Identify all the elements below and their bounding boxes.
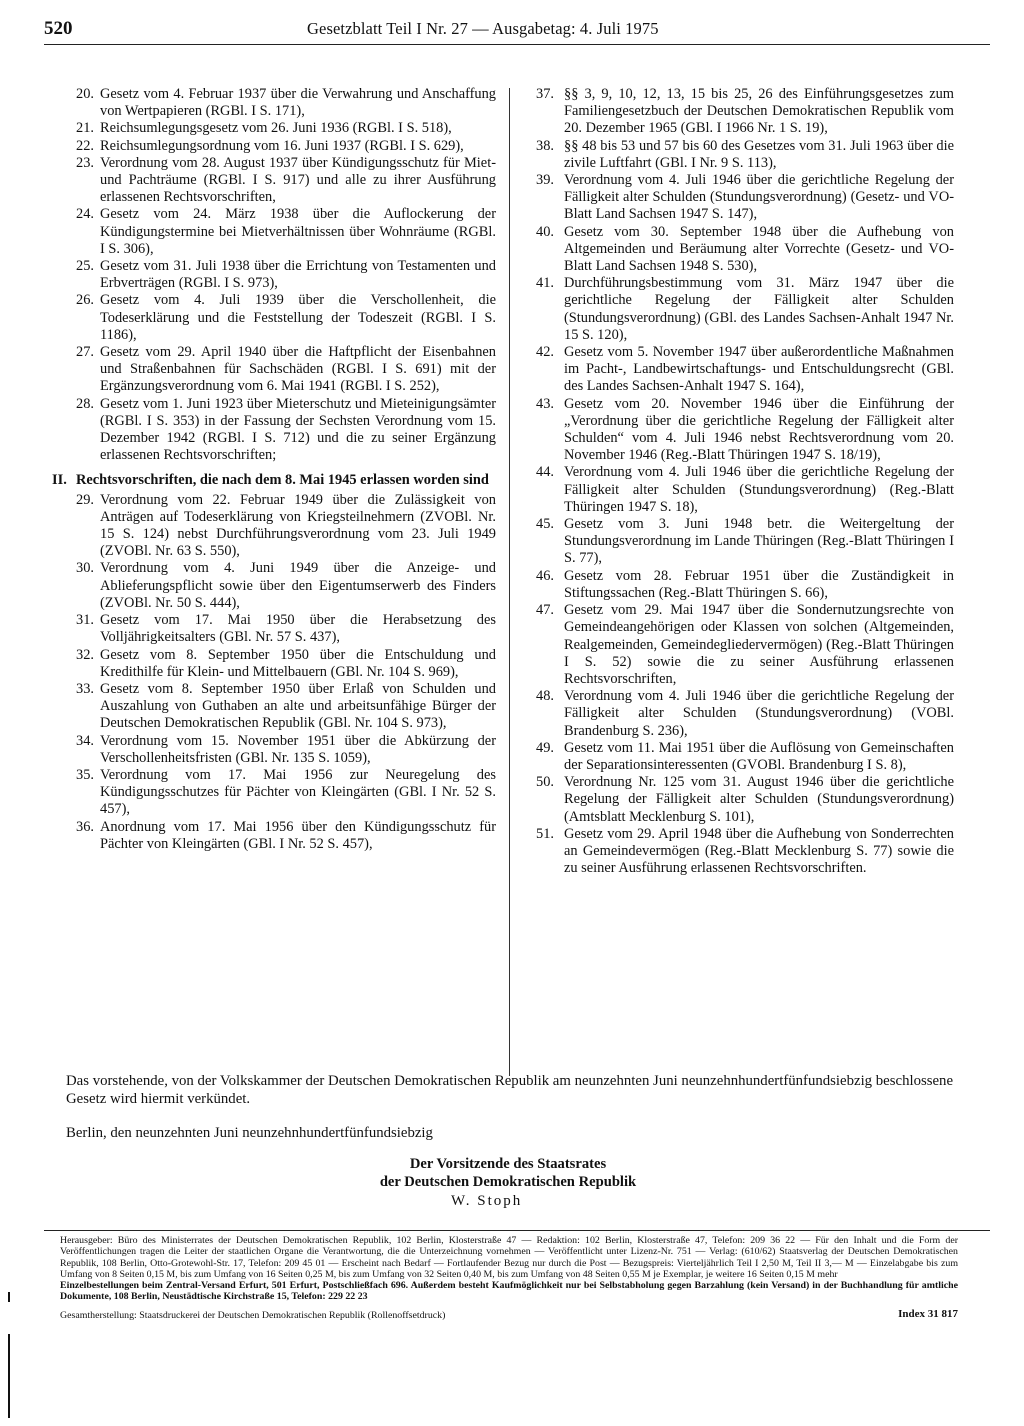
- item-number: 34.: [76, 732, 94, 749]
- item-text: Gesetz vom 8. September 1950 über Erlaß von Schulden und Auszahlung von Guthaben an alte und arbeitsunfähige Bürger der Deutschen Demokratischen Republik (GBl. Nr. 104 S. 973),: [100, 680, 496, 732]
- left-items-group-1: [52, 86, 496, 464]
- list-item: [524, 602, 954, 688]
- list-item: [52, 138, 496, 155]
- item-number: 40.: [536, 223, 554, 240]
- item-text: Verordnung vom 28. August 1937 über Kündigungsschutz für Miet- und Pachträume (RGBl. I S. 917) und alle zu ihrer Ausführung erlassenen Rechtsvorschriften,: [100, 154, 496, 206]
- list-item: [52, 206, 496, 258]
- item-number: 45.: [536, 516, 554, 533]
- list-item: [52, 344, 496, 396]
- list-item: [524, 275, 954, 344]
- list-item: [524, 688, 954, 740]
- item-number: 41.: [536, 275, 554, 292]
- item-number: 20.: [76, 86, 94, 102]
- signature-title-line-2: der Deutschen Demokratischen Republik: [379, 1174, 637, 1190]
- item-number: 22.: [76, 137, 94, 154]
- item-number: 32.: [76, 646, 94, 663]
- list-item: [524, 826, 954, 878]
- list-item: [524, 224, 954, 276]
- margin-mark: [8, 1334, 10, 1418]
- item-text: Gesetz vom 31. Juli 1938 über die Errichtung von Testamenten und Erbverträgen (RGBl. I S. 973),: [100, 258, 496, 292]
- item-text: Verordnung vom 4. Juli 1946 über die gerichtliche Regelung der Fälligkeit alter Schulden (Stundungsverordnung) (VOBl. Brandenburg S. 236),: [564, 688, 954, 739]
- imprint-orders-text: Einzelbestellungen beim Zentral-Versand Erfurt, 501 Erfurt, Postschließfach 696. Außerdem besteht Kaufmöglichkeit nur bei Selbstabholung gegen Barzahlung (kein Versand) in der Buchhandlung für amtliche Dokumente, 108 Berlin, Neustädtische Kirchstraße 15, Telefon: 229 22 23: [60, 1280, 958, 1303]
- item-text: Verordnung vom 4. Juli 1946 über die gerichtliche Regelung der Fälligkeit alter Schulden (Stundungsverordnung) (Gesetz- und VO-Blatt Land Sachsen 1947 S. 147),: [564, 172, 954, 223]
- index-number: Index 31 817: [898, 1308, 958, 1320]
- list-item: [52, 292, 496, 344]
- item-number: 27.: [76, 344, 94, 361]
- item-number: 21.: [76, 120, 94, 137]
- item-number: 49.: [536, 739, 554, 756]
- item-text: Gesetz vom 4. Februar 1937 über die Verwahrung und Anschaffung von Wertpapieren (RGBl. I S. 171),: [100, 86, 496, 120]
- item-text: Gesetz vom 11. Mai 1951 über die Auflösung von Gemeinschaften der Separationsinteressenten (GVOBl. Brandenburg I S. 8),: [564, 739, 954, 773]
- item-number: 24.: [76, 206, 94, 223]
- list-item: [52, 560, 496, 612]
- item-text: Reichsumlegungsordnung vom 16. Juni 1937 (RGBl. I S. 629),: [100, 137, 464, 154]
- item-number: 44.: [536, 464, 554, 481]
- running-head: Gesetzblatt Teil I Nr. 27 — Ausgabetag: 4. Juli 1975: [307, 19, 659, 38]
- place-date: Berlin, den neunzehnten Juni neunzehnhundertfünfundsiebzig: [66, 1125, 433, 1141]
- item-number: 36.: [76, 818, 94, 835]
- item-number: 46.: [536, 567, 554, 584]
- left-items-group-2: [52, 492, 496, 853]
- imprint-printer: Gesamtherstellung: Staatsdruckerei der Deutschen Demokratischen Republik (Rollenoffsetdruck): [60, 1310, 446, 1321]
- item-number: 29.: [76, 491, 94, 508]
- item-text: Verordnung vom 15. November 1951 über die Abkürzung der Verschollenheitsfristen (GBl. Nr. 135 S. 1059),: [100, 732, 496, 766]
- left-column: [52, 86, 496, 853]
- list-item: [524, 396, 954, 465]
- signature-title-line-1: Der Vorsitzende des Staatsrates: [409, 1156, 607, 1172]
- item-text: Verordnung vom 4. Juni 1949 über die Anzeige- und Ablieferungspflicht sowie über den Eigentumserwerb des Finders (ZVOBl. Nr. 50 S. 444),: [100, 560, 496, 611]
- item-number: 51.: [536, 825, 554, 842]
- list-item: [52, 767, 496, 819]
- proclamation-text: Das vorstehende, von der Volkskammer der Deutschen Demokratischen Republik am neunzehnten Juni neunzehnhundertfünfundsiebzig beschlossene Gesetz wird hiermit verkündet.: [66, 1073, 954, 1107]
- list-item: [524, 740, 954, 774]
- imprint-rule: [44, 1230, 990, 1231]
- section-heading-number: II.: [52, 472, 67, 489]
- list-item: [52, 396, 496, 465]
- list-item: [524, 86, 954, 138]
- list-item: [52, 733, 496, 767]
- item-text: Gesetz vom 3. Juni 1948 betr. die Weitergeltung der Stundungsverordnung im Lande Thüringen (Reg.-Blatt Thüringen I S. 77),: [564, 516, 954, 567]
- item-text: Verordnung vom 4. Juli 1946 über die gerichtliche Regelung der Fälligkeit alter Schulden (Stundungsverordnung) (Reg.-Blatt Thüringen 1947 S. 18),: [564, 464, 954, 515]
- item-text: Verordnung vom 22. Februar 1949 über die Zulässigkeit von Anträgen auf Todeserklärung von Kriegsteilnehmern (ZVOBl. Nr. 15 S. 124) nebst Durchführungsverordnung vom 23. Juli 1949 (ZVOBl. Nr. 63 S. 550),: [100, 491, 496, 560]
- item-number: 28.: [76, 395, 94, 412]
- item-text: Gesetz vom 24. März 1938 über die Auflockerung der Kündigungstermine bei Mietverhältnissen über Wohnräume (RGBl. I S. 306),: [100, 206, 496, 257]
- header-rule: [44, 44, 990, 45]
- item-number: 23.: [76, 154, 94, 171]
- item-text: Verordnung Nr. 125 vom 31. August 1946 über die gerichtliche Regelung der Fälligkeit alter Schulden (Stundungsverordnung) (Amtsblatt Mecklenburg S. 101),: [564, 774, 954, 825]
- item-number: 37.: [536, 86, 554, 102]
- item-number: 33.: [76, 680, 94, 697]
- page-number: 520: [44, 18, 73, 39]
- column-divider: [509, 88, 510, 1076]
- item-number: 31.: [76, 612, 94, 629]
- item-text: Anordnung vom 17. Mai 1956 über den Kündigungsschutz für Pächter von Kleingärten (GBl. I Nr. 52 S. 457),: [100, 818, 496, 852]
- list-item: [52, 258, 496, 292]
- list-item: [52, 681, 496, 733]
- item-number: 26.: [76, 292, 94, 309]
- page-header: [44, 18, 989, 50]
- list-item: [524, 172, 954, 224]
- item-number: 25.: [76, 258, 94, 275]
- item-text: Gesetz vom 4. Juli 1939 über die Verschollenheit, die Todeserklärung und die Feststellung der Todeszeit (RGBl. I S. 1186),: [100, 292, 496, 343]
- item-text: Gesetz vom 17. Mai 1950 über die Herabsetzung des Volljährigkeitsalters (GBl. Nr. 57 S. 437),: [100, 612, 496, 646]
- list-item: [524, 774, 954, 826]
- signer-name: W. Stoph: [451, 1193, 523, 1209]
- list-item: [52, 819, 496, 853]
- item-number: 48.: [536, 688, 554, 705]
- item-text: Gesetz vom 5. November 1947 über außerordentliche Maßnahmen im Pacht-, Landbewirtschaftungs- und Entschuldungsrecht (GBl. des Landes Sachsen-Anhalt 1947 S. 164),: [564, 344, 954, 395]
- item-number: 38.: [536, 137, 554, 154]
- item-text: Durchführungsbestimmung vom 31. März 1947 über die gerichtliche Regelung der Fälligkeit alter Schulden (Stundungsverordnung) (GBl. des Landes Sachsen-Anhalt 1947 Nr. 15 S. 120),: [564, 275, 954, 343]
- item-text: Gesetz vom 29. April 1948 über die Aufhebung von Sonderrechten an Gemeindevermögen (Reg.-Blatt Mecklenburg S. 77) sowie die zu seiner Ausführung erlassenen Rechtsvorschriften.: [564, 825, 954, 877]
- section-heading: [52, 472, 496, 489]
- item-number: 42.: [536, 344, 554, 361]
- list-item: [524, 138, 954, 172]
- imprint-block: [60, 1235, 958, 1303]
- list-item: [524, 344, 954, 396]
- item-number: 30.: [76, 560, 94, 577]
- item-text: Gesetz vom 1. Juni 1923 über Mieterschutz und Mieteinigungsämter (RGBl. I S. 353) in der Fassung der Sechsten Verordnung vom 15. Dezember 1942 (RGBl. I S. 712) und die zu seiner Ergänzung erlassenen Rechtsvorschriften;: [100, 395, 496, 464]
- list-item: [524, 464, 954, 516]
- right-column: [524, 86, 954, 877]
- item-text: Gesetz vom 8. September 1950 über die Entschuldung und Kredithilfe für Klein- und Mittelbauern (GBl. Nr. 104 S. 969),: [100, 646, 496, 680]
- item-text: Gesetz vom 30. September 1948 über die Aufhebung von Altgemeinden und Beräumung alter Vorrechte (Gesetz- und VO-Blatt Land Sachsen 1948 S. 530),: [564, 223, 954, 275]
- list-item: [52, 612, 496, 646]
- item-text: Gesetz vom 29. April 1940 über die Haftpflicht der Eisenbahnen und Straßenbahnen für Sachschäden (RGBl. I S. 691) mit der Ergänzungsverordnung vom 6. Mai 1941 (RGBl. I S. 252),: [100, 344, 496, 395]
- margin-mark: [8, 1292, 10, 1302]
- item-text: Reichsumlegungsgesetz vom 26. Juni 1936 (RGBl. I S. 518),: [100, 120, 452, 137]
- item-text: Gesetz vom 28. Februar 1951 über die Zuständigkeit in Stiftungssachen (Reg.-Blatt Thüringen S. 66),: [564, 567, 954, 601]
- item-number: 35.: [76, 766, 94, 783]
- imprint-publisher-text: Herausgeber: Büro des Ministerrates der Deutschen Demokratischen Republik, 102 Berlin, Klosterstraße 47 — Redaktion: 102 Berlin, Klosterstraße 47, Telefon: 209 36 22 — Für den Inhalt und die Form der Veröffentlichungen tragen die Leiter der staatlichen Organe die Verantwortung, die die Unterzeichnung vornehmen — Veröffentlicht unter Lizenz-Nr. 751 — Verlag: (610/62) Staatsverlag der Deutschen Demokratischen Republik, 108 Berlin, Otto-Grotewohl-Str. 17, Telefon: 209 45 01 — Erscheint nach Bedarf — Fortlaufender Bezug nur durch die Post — Bezugspreis: Vierteljährlich Teil I 2,50 M, Teil II 3,— M — Einzelabgabe bis zum Umfang von 8 Seiten 0,15 M, bis zum Umfang von 16 Seiten 0,25 M, bis zum Umfang von 32 Seiten 0,40 M, bis zum Umfang von 48 Seiten 0,55 M je Exemplar, je weitere 16 Seiten 0,15 M mehr: [60, 1235, 958, 1280]
- item-text: Gesetz vom 20. November 1946 über die Einführung der „Verordnung über die gerichtliche Regelung der Fälligkeit alter Schulden“ vom 4. Juli 1946 nebst Rechtsverordnung vom 20. November 1946 (Reg.-Blatt Thüringen 1947 S. 18/19),: [564, 395, 954, 464]
- list-item: [524, 516, 954, 568]
- item-text: Verordnung vom 17. Mai 1956 zur Neuregelung des Kündigungsschutzes für Pächter von Kleingärten (GBl. I Nr. 52 S. 457),: [100, 766, 496, 818]
- item-number: 50.: [536, 774, 554, 791]
- list-item: [52, 155, 496, 207]
- item-number: 43.: [536, 395, 554, 412]
- list-item: [52, 86, 496, 120]
- item-number: 39.: [536, 172, 554, 189]
- imprint-footer: [60, 1310, 958, 1321]
- list-item: [52, 120, 496, 137]
- list-item: [524, 568, 954, 602]
- item-text: §§ 48 bis 53 und 57 bis 60 des Gesetzes vom 31. Juli 1963 über die zivile Luftfahrt (GBl. I Nr. 9 S. 113),: [564, 137, 954, 171]
- signature-block: [300, 1155, 716, 1191]
- item-text: Gesetz vom 29. Mai 1947 über die Sondernutzungsrechte von Gemeindeangehörigen oder Klassen von solchen (Altgemeinden, Realgemeinden, Gemeindegliedervermögen) (Reg.-Blatt Thüringen I S. 52) sowie die zu seiner Ausführung erlassenen Rechtsvorschriften,: [564, 602, 954, 687]
- item-number: 47.: [536, 602, 554, 619]
- right-items-group: [524, 86, 954, 877]
- item-text: §§ 3, 9, 10, 12, 13, 15 bis 25, 26 des Einführungsgesetzes zum Familiengesetzbuch der Deutschen Demokratischen Republik vom 20. Dezember 1965 (GBl. I 1966 Nr. 1 S. 19),: [564, 86, 954, 137]
- list-item: [52, 647, 496, 681]
- section-heading-text: Rechtsvorschriften, die nach dem 8. Mai 1945 erlassen worden sind: [76, 472, 489, 489]
- list-item: [52, 492, 496, 561]
